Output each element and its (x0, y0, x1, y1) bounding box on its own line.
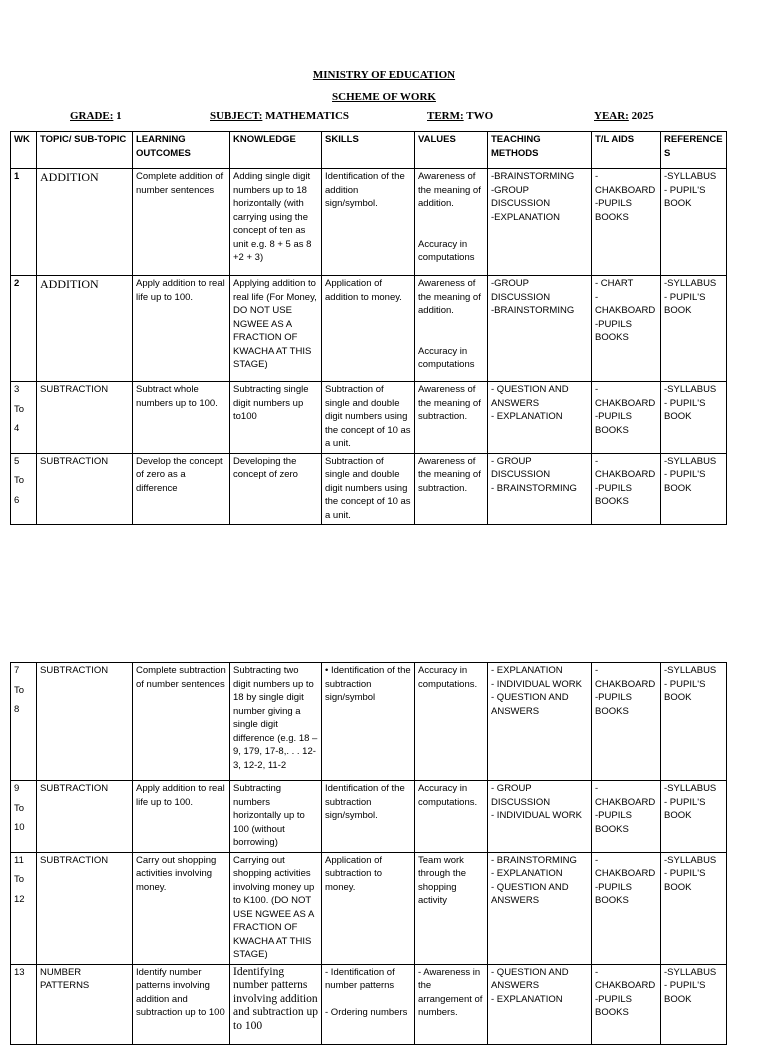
col-outcomes: LEARNING OUTCOMES (133, 132, 230, 169)
cell-skills: Application of subtraction to money. (322, 852, 415, 964)
table-row (11, 964, 727, 1044)
cell-refs: -SYLLABUS - PUPIL'S BOOK (661, 276, 727, 382)
cell-skills: • Identification of the subtraction sign/symbol (322, 663, 415, 781)
table-row (11, 276, 727, 382)
cell-methods: -BRAINSTORMING -GROUP DISCUSSION -EXPLANATION (488, 169, 592, 276)
cell-aids: -CHAKBOARD -PUPILS BOOKS (592, 781, 661, 853)
table-row (11, 382, 727, 454)
table-row (11, 781, 727, 853)
cell-refs: -SYLLABUS - PUPIL'S BOOK (661, 663, 727, 781)
cell-topic: ADDITION (37, 169, 133, 276)
col-topic: TOPIC/ SUB-TOPIC (37, 132, 133, 169)
cell-wk: 11 To 12 (11, 852, 37, 964)
cell-refs: -SYLLABUS - PUPIL'S BOOK (661, 382, 727, 454)
cell-wk: 3 To 4 (11, 382, 37, 454)
cell-wk: 2 (11, 276, 37, 382)
col-wk: WK (11, 132, 37, 169)
cell-outcomes: Complete addition of number sentences (133, 169, 230, 276)
cell-refs: -SYLLABUS - PUPIL'S BOOK (661, 852, 727, 964)
scheme-table-page-2 (10, 662, 727, 1045)
cell-topic: NUMBER PATTERNS (37, 964, 133, 1044)
cell-aids: -CHAKBOARD -PUPILS BOOKS (592, 169, 661, 276)
cell-skills: Subtraction of single and double digit numbers using the concept of 10 as a unit. (322, 453, 415, 525)
cell-values: Awareness of the meaning of subtraction. (415, 382, 488, 454)
cell-values: Awareness of the meaning of addition. Accuracy in computations (415, 169, 488, 276)
table-row (11, 852, 727, 964)
cell-aids: -CHAKBOARD -PUPILS BOOKS (592, 382, 661, 454)
cell-knowledge: Adding single digit numbers up to 18 horizontally (with carrying using the concept of ten as unit e.g. 8 + 5 as 8 +2 + 3) (230, 169, 322, 276)
col-skills: SKILLS (322, 132, 415, 169)
grade-value: 1 (116, 110, 122, 122)
cell-wk: 5 To 6 (11, 453, 37, 525)
table-row (11, 663, 727, 781)
cell-knowledge: Subtracting single digit numbers up to100 (230, 382, 322, 454)
table-header-row (11, 132, 727, 169)
cell-outcomes: Complete subtraction of number sentences (133, 663, 230, 781)
ministry-title: MINISTRY OF EDUCATION (312, 69, 456, 81)
cell-methods: - GROUP DISCUSSION - INDIVIDUAL WORK (488, 781, 592, 853)
cell-knowledge: Subtracting two digit numbers up to 18 by single digit number giving a single digit difference (e.g. 18 – 9, 179, 17-8,. . . 12- 3, 12-2, 11-2 (230, 663, 322, 781)
cell-skills: Identification of the addition sign/symbol. (322, 169, 415, 276)
cell-methods: -GROUP DISCUSSION -BRAINSTORMING (488, 276, 592, 382)
cell-outcomes: Identify number patterns involving addition and subtraction up to 100 (133, 964, 230, 1044)
cell-methods: - QUESTION AND ANSWERS - EXPLANATION (488, 382, 592, 454)
cell-values: Awareness of the meaning of subtraction. (415, 453, 488, 525)
term-label: TERM: (427, 110, 464, 122)
cell-refs: -SYLLABUS - PUPIL'S BOOK (661, 169, 727, 276)
cell-knowledge: Identifying number patterns involving addition and subtraction up to 100 (230, 964, 322, 1044)
cell-methods: - QUESTION AND ANSWERS - EXPLANATION (488, 964, 592, 1044)
subject-value: MATHEMATICS (265, 110, 350, 122)
cell-topic: SUBTRACTION (37, 781, 133, 853)
year-field (594, 110, 654, 122)
cell-wk: 1 (11, 169, 37, 276)
table-row (11, 169, 727, 276)
table-row (11, 453, 727, 525)
cell-topic: SUBTRACTION (37, 852, 133, 964)
cell-values: Team work through the shopping activity (415, 852, 488, 964)
year-value: 2025 (631, 110, 654, 122)
col-values: VALUES (415, 132, 488, 169)
cell-aids: -CHAKBOARD -PUPILS BOOKS (592, 453, 661, 525)
cell-values: Accuracy in computations. (415, 781, 488, 853)
scheme-title: SCHEME OF WORK (332, 91, 436, 103)
cell-outcomes: Subtract whole numbers up to 100. (133, 382, 230, 454)
cell-values: Accuracy in computations. (415, 663, 488, 781)
cell-skills: Application of addition to money. (322, 276, 415, 382)
cell-wk: 13 (11, 964, 37, 1044)
cell-topic: SUBTRACTION (37, 382, 133, 454)
cell-methods: - BRAINSTORMING - EXPLANATION - QUESTION AND ANSWERS (488, 852, 592, 964)
cell-outcomes: Carry out shopping activities involving money. (133, 852, 230, 964)
col-knowledge: KNOWLEDGE (230, 132, 322, 169)
cell-methods: - EXPLANATION - INDIVIDUAL WORK - QUESTION AND ANSWERS (488, 663, 592, 781)
cell-values: Awareness of the meaning of addition. Accuracy in computations (415, 276, 488, 382)
year-label: YEAR: (594, 110, 629, 122)
grade-field (70, 110, 122, 122)
subject-field (210, 110, 349, 122)
cell-knowledge: Carrying out shopping activities involving money up to K100. (DO NOT USE NGWEE AS A FRACTION OF KWACHA AT THIS STAGE) (230, 852, 322, 964)
cell-outcomes: Develop the concept of zero as a difference (133, 453, 230, 525)
cell-knowledge: Applying addition to real life (For Money, DO NOT USE NGWEE AS A FRACTION OF KWACHA AT THIS STAGE) (230, 276, 322, 382)
cell-outcomes: Apply addition to real life up to 100. (133, 781, 230, 853)
col-aids: T/L AIDS (592, 132, 661, 169)
col-methods: TEACHING METHODS (488, 132, 592, 169)
cell-skills: - Identification of number patterns - Ordering numbers (322, 964, 415, 1044)
cell-aids: -CHAKBOARD -PUPILS BOOKS (592, 663, 661, 781)
subject-label: SUBJECT: (210, 110, 263, 122)
term-value: TWO (466, 110, 494, 122)
scheme-table-page-1 (10, 131, 727, 525)
cell-refs: -SYLLABUS - PUPIL'S BOOK (661, 453, 727, 525)
cell-refs: -SYLLABUS - PUPIL'S BOOK (661, 964, 727, 1044)
term-field (427, 110, 493, 122)
cell-values: - Awareness in the arrangement of numbers. (415, 964, 488, 1044)
cell-skills: Subtraction of single and double digit numbers using the concept of 10 as a unit. (322, 382, 415, 454)
cell-topic: SUBTRACTION (37, 453, 133, 525)
cell-outcomes: Apply addition to real life up to 100. (133, 276, 230, 382)
cell-wk: 7 To 8 (11, 663, 37, 781)
cell-aids: -CHAKBOARD -PUPILS BOOKS (592, 852, 661, 964)
cell-topic: ADDITION (37, 276, 133, 382)
col-refs: REFERENCES (661, 132, 727, 169)
cell-topic: SUBTRACTION (37, 663, 133, 781)
cell-aids: - CHART -CHAKBOARD -PUPILS BOOKS (592, 276, 661, 382)
cell-methods: - GROUP DISCUSSION - BRAINSTORMING (488, 453, 592, 525)
cell-knowledge: Developing the concept of zero (230, 453, 322, 525)
grade-label: GRADE: (70, 110, 114, 122)
cell-wk: 9 To 10 (11, 781, 37, 853)
cell-aids: -CHAKBOARD -PUPILS BOOKS (592, 964, 661, 1044)
cell-skills: Identification of the subtraction sign/symbol. (322, 781, 415, 853)
cell-refs: -SYLLABUS - PUPIL'S BOOK (661, 781, 727, 853)
cell-knowledge: Subtracting numbers horizontally up to 100 (without borrowing) (230, 781, 322, 853)
